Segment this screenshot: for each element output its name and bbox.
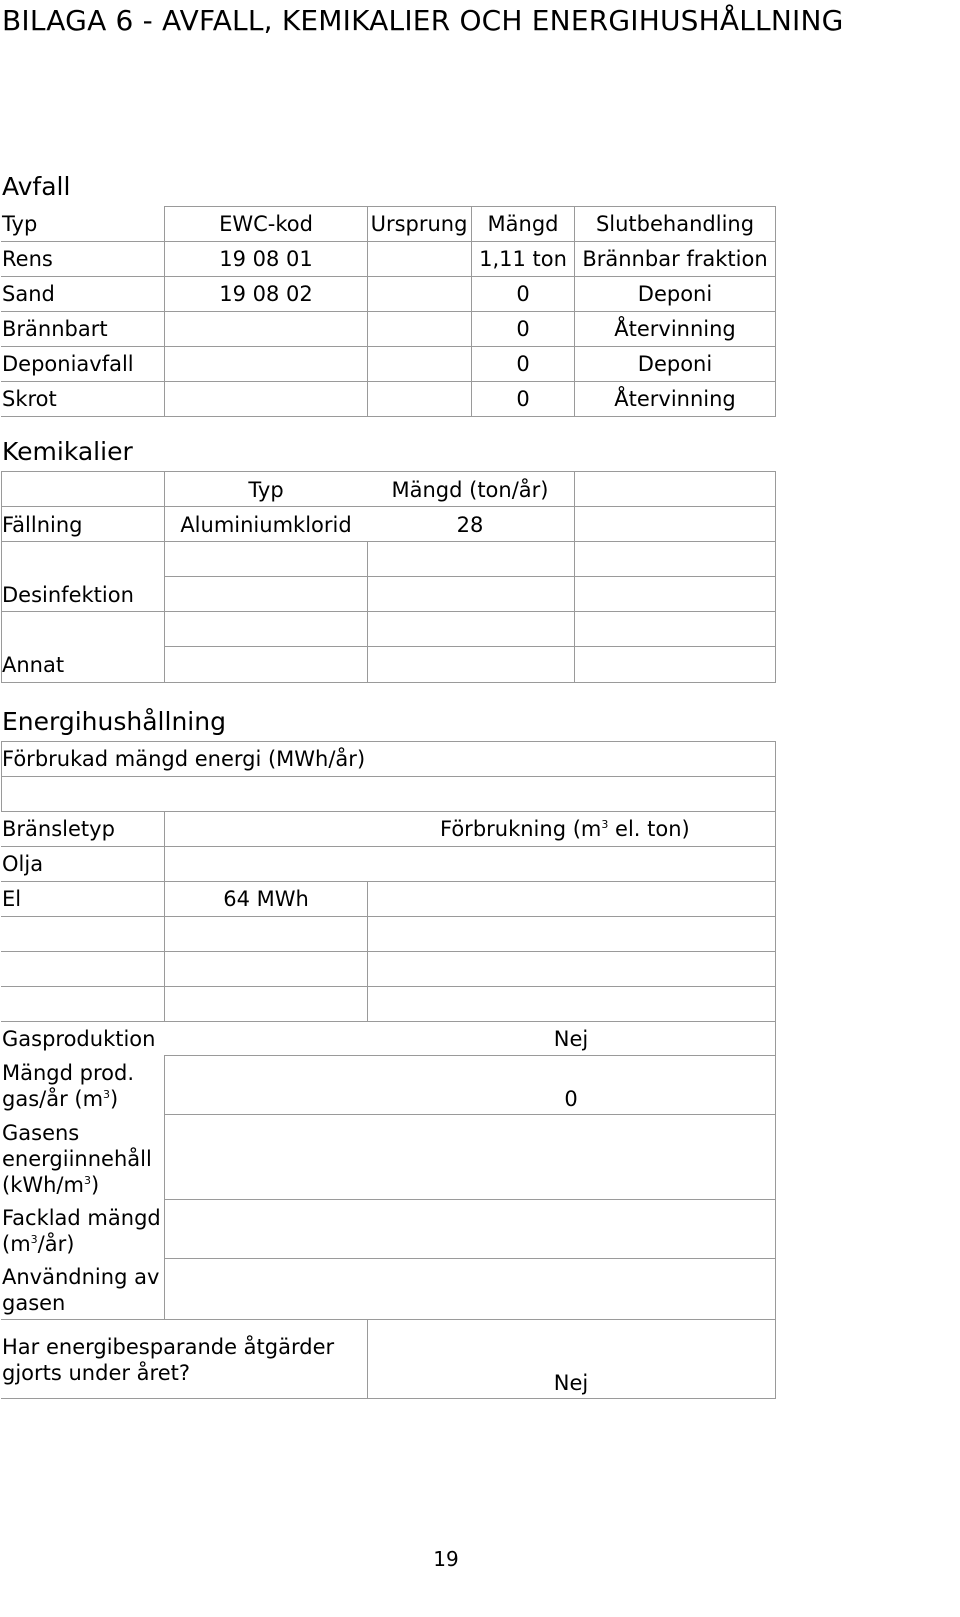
forbrukning-label: Förbrukning ($m^3$ el. ton): [440, 817, 690, 841]
avfall-header-mangd: Mängd: [487, 212, 559, 236]
mangd-prod-gas-label: Mängd prod. gas/år $(m^3)$: [2, 1061, 134, 1111]
kemikalier-row-mangd: 28: [456, 513, 484, 537]
avfall-row-typ: Deponiavfall: [2, 352, 134, 376]
forbrukad-energi-label: Förbrukad mängd energi (MWh/år): [2, 747, 366, 771]
avfall-header-ewc: EWC-kod: [219, 212, 313, 236]
avfall-header-slutbehandling: Slutbehandling: [595, 212, 755, 236]
el-label: El: [2, 887, 22, 911]
el-value: 64 MWh: [223, 887, 309, 911]
avfall-row-ewc: 19 08 01: [219, 247, 313, 271]
avfall-row-mangd: 1,11 ton: [479, 247, 567, 271]
kemikalier-row-label: Fällning: [2, 513, 83, 537]
gasproduktion-value: Nej: [553, 1027, 589, 1051]
mangd-prod-gas-value: 0: [564, 1087, 578, 1111]
avfall-row-slutbehandling: Återvinning: [614, 387, 736, 411]
avfall-row-mangd: 0: [516, 317, 530, 341]
avfall-row-mangd: 0: [516, 387, 530, 411]
avfall-row-slutbehandling: Deponi: [637, 282, 713, 306]
avfall-row-typ: Brännbart: [2, 317, 108, 341]
avfall-header-typ: Typ: [2, 212, 38, 236]
avfall-row-mangd: 0: [516, 352, 530, 376]
facklad-mangd-label: Facklad mängd $(m^3/år)$: [2, 1206, 161, 1256]
kemikalier-heading: Kemikalier: [2, 437, 133, 466]
avfall-row-slutbehandling: Återvinning: [614, 317, 736, 341]
avfall-heading: Avfall: [2, 172, 71, 201]
kemikalier-header-typ: Typ: [248, 478, 284, 502]
avfall-row-typ: Rens: [2, 247, 53, 271]
energibesparande-atgarder-label: Har energibesparande åtgärder gjorts under året?: [2, 1335, 335, 1385]
bransletyp-label: Bränsletyp: [2, 817, 115, 841]
kemikalier-row-label: Desinfektion: [2, 583, 134, 607]
olja-label: Olja: [2, 852, 44, 876]
gasens-energiinnehall-label: Gasens energiinnehåll $(kWh/m^3)$: [2, 1121, 152, 1197]
avfall-row-ewc: 19 08 02: [219, 282, 313, 306]
kemikalier-row-label: Annat: [2, 653, 65, 677]
kemikalier-row-typ: Aluminiumklorid: [180, 513, 352, 537]
avfall-row-slutbehandling: Brännbar fraktion: [582, 247, 768, 271]
avfall-row-typ: Sand: [2, 282, 55, 306]
page-number: 19: [433, 1547, 459, 1571]
avfall-row-mangd: 0: [516, 282, 530, 306]
avfall-header-ursprung: Ursprung: [370, 212, 468, 236]
anvandning-av-gasen-label: Användning av gasen: [2, 1265, 160, 1315]
gasproduktion-label: Gasproduktion: [2, 1027, 156, 1051]
energibesparande-atgarder-value: Nej: [553, 1371, 589, 1395]
avfall-row-typ: Skrot: [2, 387, 57, 411]
avfall-row-slutbehandling: Deponi: [637, 352, 713, 376]
energi-heading: Energihushållning: [2, 707, 226, 736]
kemikalier-header-mangd: Mängd (ton/år): [391, 478, 549, 502]
document-title: BILAGA 6 - AVFALL, KEMIKALIER OCH ENERGIHUSHÅLLNING: [2, 4, 844, 37]
